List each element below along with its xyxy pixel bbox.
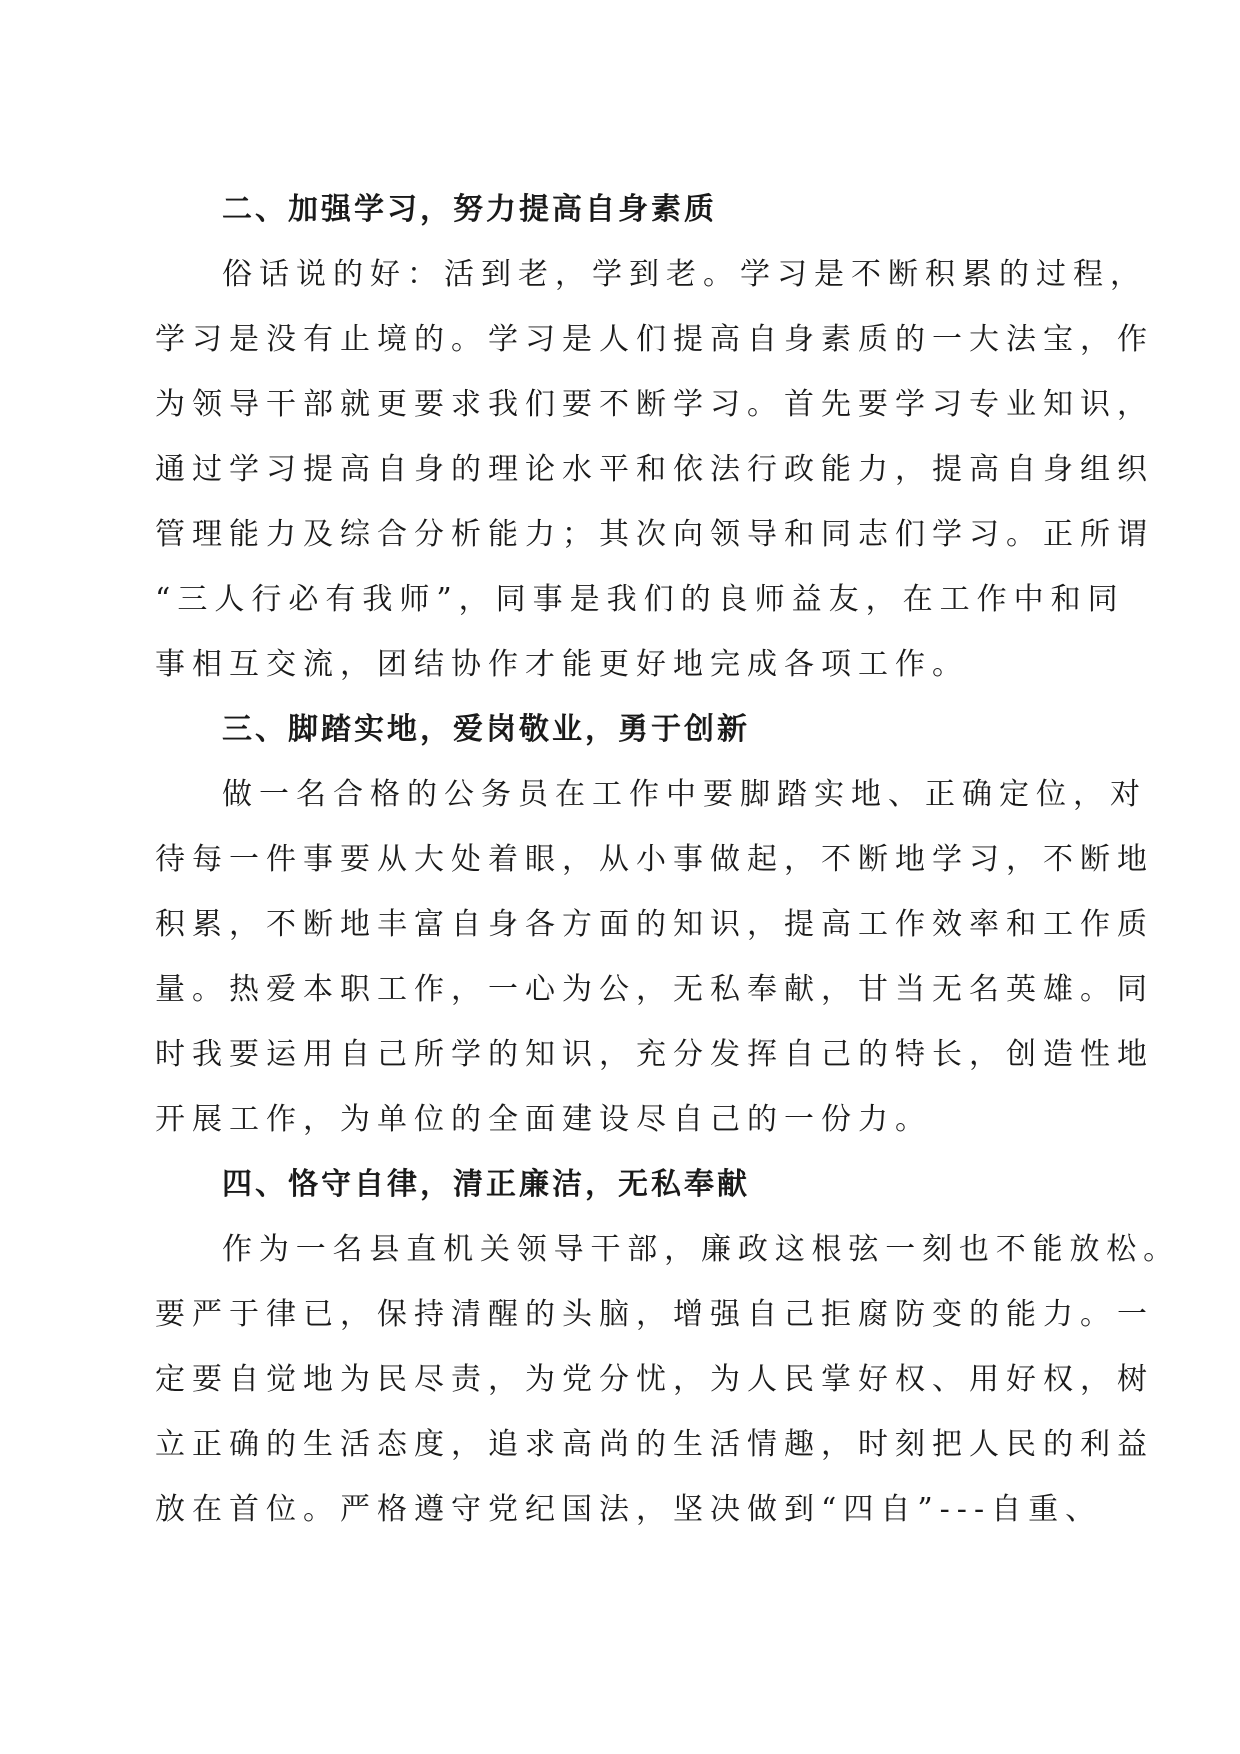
paragraph-line: 为领导干部就更要求我们要不断学习。首先要学习专业知识， (155, 387, 1154, 422)
paragraph-line: 量。热爱本职工作，一心为公，无私奉献，甘当无名英雄。同 (155, 972, 1154, 1007)
paragraph-line: 通过学习提高自身的理论水平和依法行政能力，提高自身组织 (155, 452, 1154, 487)
paragraph-line: 管理能力及综合分析能力；其次向领导和同志们学习。正所谓 (155, 517, 1154, 552)
section-heading-3: 三、脚踏实地，爱岗敬业，勇于创新 (222, 712, 750, 747)
paragraph-line: “三人行必有我师”，同事是我们的良师益友，在工作中和同 (155, 582, 1125, 617)
paragraph-line: 作为一名县直机关领导干部，廉政这根弦一刻也不能放松。 (222, 1232, 1180, 1267)
section-heading-2: 二、加强学习，努力提高自身素质 (222, 192, 717, 227)
paragraph-line: 要严于律已，保持清醒的头脑，增强自己拒腐防变的能力。一 (155, 1297, 1154, 1332)
paragraph-line: 事相互交流，团结协作才能更好地完成各项工作。 (155, 647, 969, 682)
paragraph-line: 立正确的生活态度，追求高尚的生活情趣，时刻把人民的利益 (155, 1427, 1154, 1462)
paragraph-line: 待每一件事要从大处着眼，从小事做起，不断地学习，不断地 (155, 842, 1154, 877)
paragraph-line: 积累，不断地丰富自身各方面的知识，提高工作效率和工作质 (155, 907, 1154, 942)
paragraph-line: 开展工作，为单位的全面建设尽自己的一份力。 (155, 1102, 932, 1137)
paragraph-line: 定要自觉地为民尽责，为党分忧，为人民掌好权、用好权，树 (155, 1362, 1154, 1397)
section-heading-4: 四、恪守自律，清正廉洁，无私奉献 (222, 1167, 750, 1202)
paragraph-line: 做一名合格的公务员在工作中要脚踏实地、正确定位，对 (222, 777, 1147, 812)
paragraph-line: 学习是没有止境的。学习是人们提高自身素质的一大法宝，作 (155, 322, 1154, 357)
paragraph-line: 放在首位。严格遵守党纪国法，坚决做到“四自”---自重、 (155, 1492, 1103, 1527)
paragraph-line: 时我要运用自己所学的知识，充分发挥自己的特长，创造性地 (155, 1037, 1154, 1072)
paragraph-line: 俗话说的好：活到老，学到老。学习是不断积累的过程， (222, 257, 1147, 292)
